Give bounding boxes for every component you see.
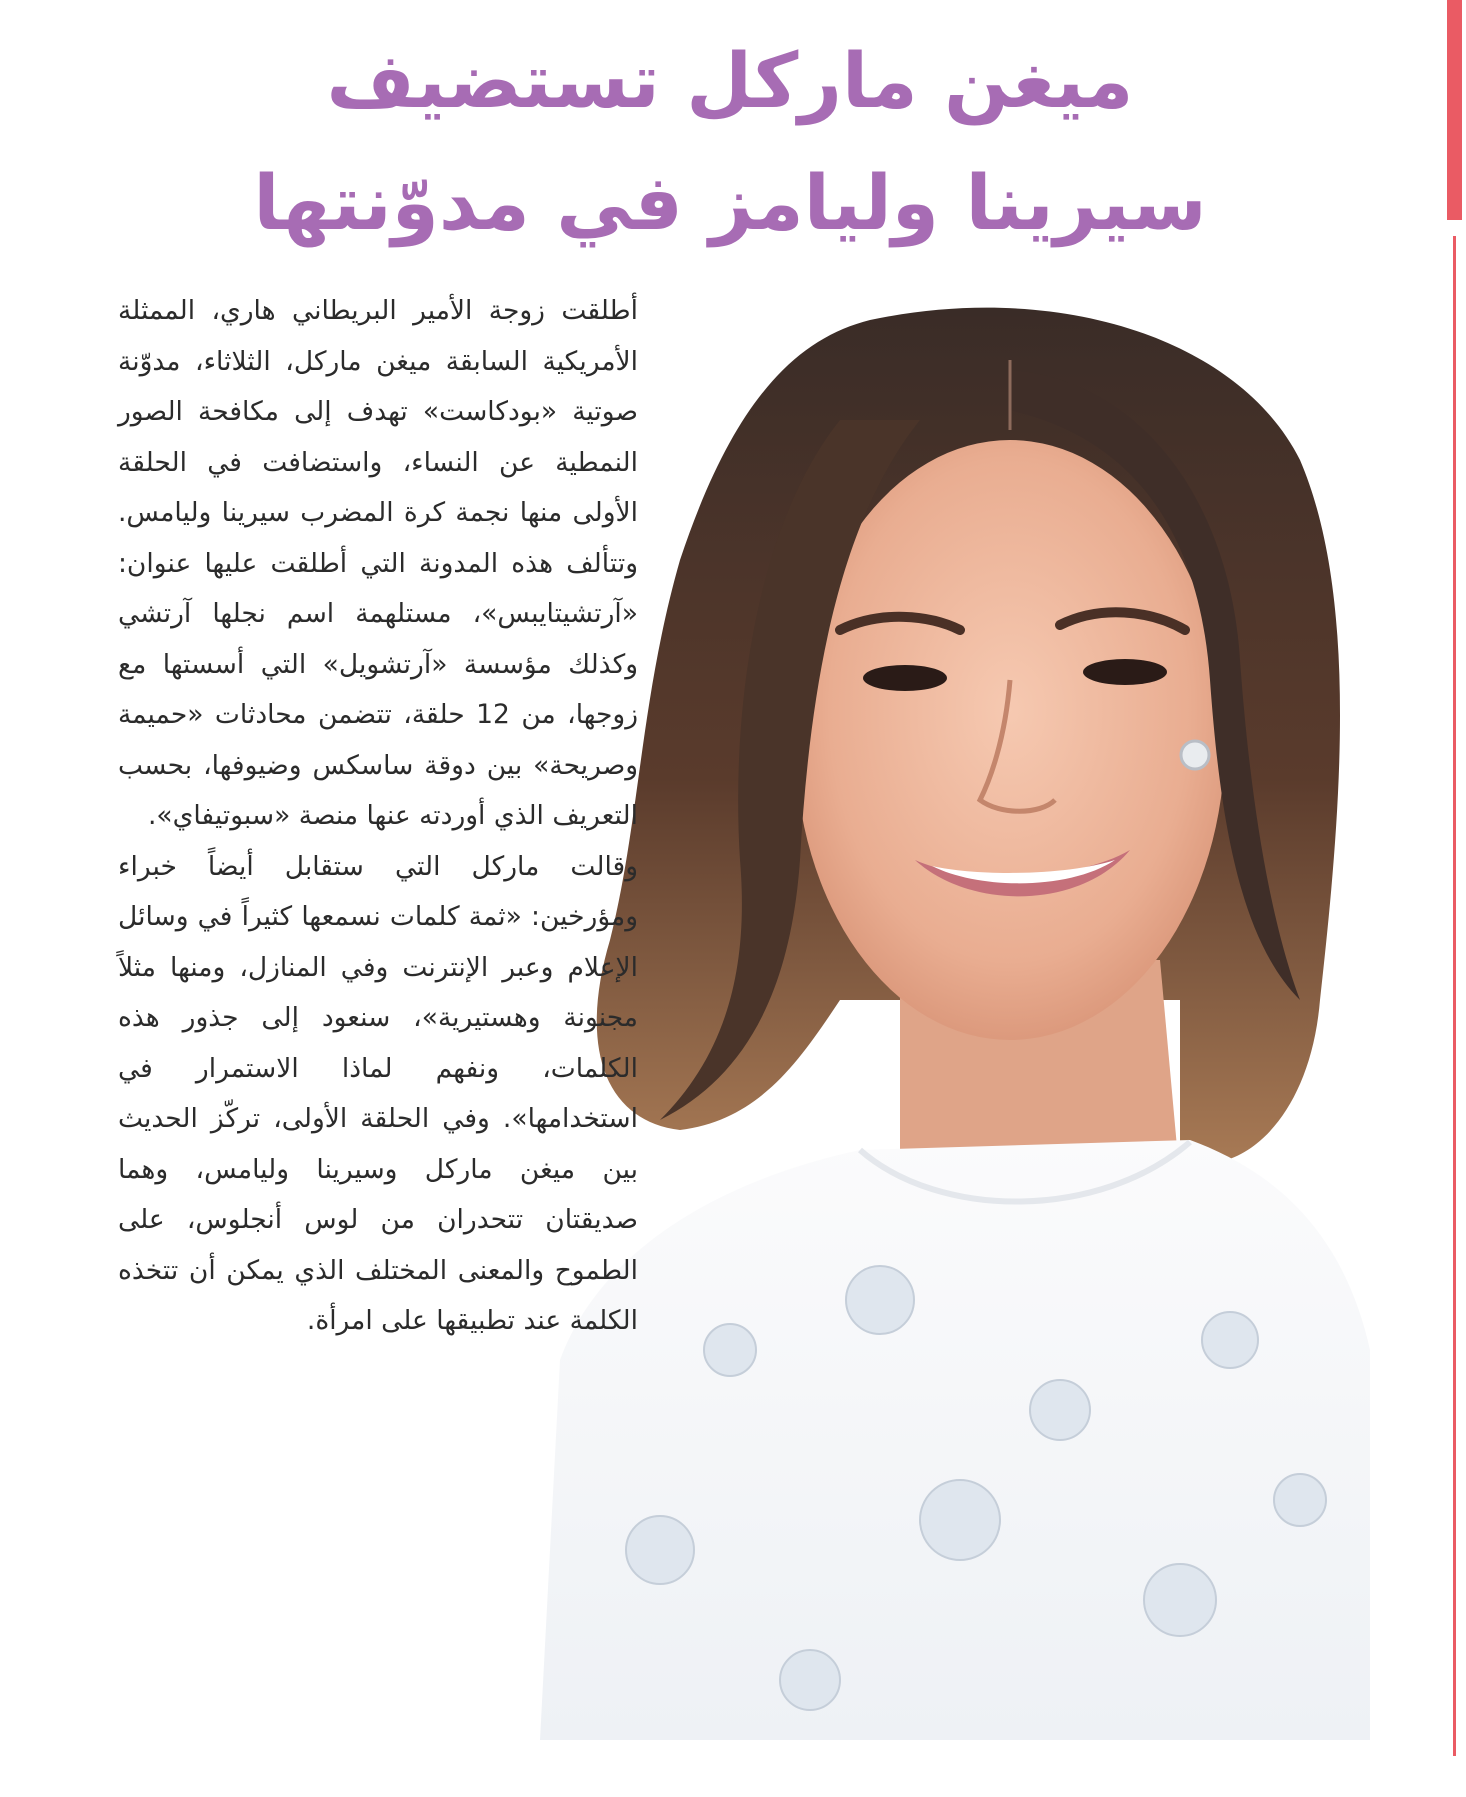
headline-line-1: ميغن ماركل تستضيف — [326, 36, 1134, 125]
headline-line-2: سيرينا وليامز في مدوّنتها — [253, 158, 1207, 247]
edge-accent-line — [1453, 236, 1456, 1756]
edge-accent-bar — [1447, 0, 1462, 220]
article-paragraph-2: وقالت ماركل التي ستقابل أيضاً خبراء ومؤرخين: «ثمة كلمات نسمعها كثيراً في وسائل الإعلام وعبر الإنترنت وفي المنازل، ومنها مثلاً مجنونة وهستيرية»، سنعود إلى جذور هذه الكلمات، ونفهم لماذا الاستمرار في استخدامها». وفي الحلقة الأولى، تركّز الحديث بين ميغن ماركل وسيرينا وليامس، وهما صديقتان تتحدران من لوس أنجلوس، على الطموح والمعنى المختلف الذي يمكن أن تتخذه الكلمة عند تطبيقها على امرأة. — [118, 850, 638, 1336]
headline — [150, 20, 1310, 264]
article-body — [118, 286, 638, 1347]
portrait-illustration — [540, 300, 1370, 1740]
article-paragraph-1: أطلقت زوجة الأمير البريطاني هاري، الممثلة الأمريكية السابقة ميغن ماركل، الثلاثاء، مدوّنة صوتية «بودكاست» تهدف إلى مكافحة الصور النمطية عن النساء، واستضافت في الحلقة الأولى منها نجمة كرة المضرب سيرينا وليامس. وتتألف هذه المدونة التي أطلقت عليها عنوان: «آرتشيتايبس»، مستلهمة اسم نجلها آرتشي وكذلك مؤسسة «آرتشويل» التي أسستها مع زوجها، من 12 حلقة، تتضمن محادثات «حميمة وصريحة» بين دوقة ساسكس وضيوفها، بحسب التعريف الذي أوردته عنها منصة «سبوتيفاي». — [118, 295, 638, 831]
portrait-photo — [540, 300, 1370, 1740]
